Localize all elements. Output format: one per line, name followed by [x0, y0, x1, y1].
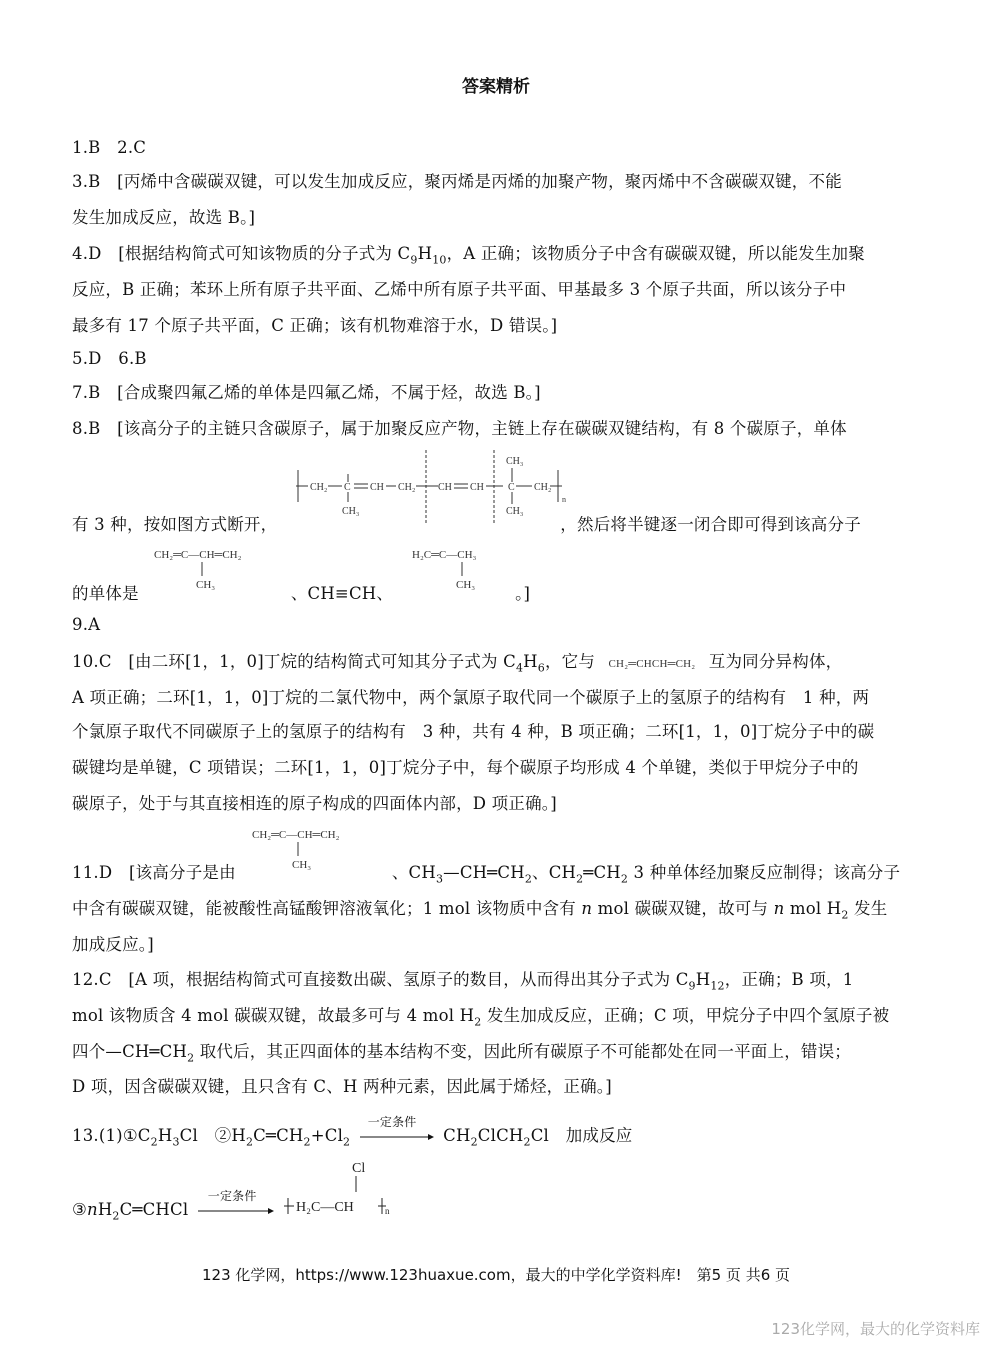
answer-line: mol 该物质含 4 mol 碳碳双键，故最多可与 4 mol $H_2$ 发生加成反应，正确；C 项，甲烷分子中四个氢原子被: [72, 1006, 890, 1029]
answer-line: 的单体是 、CH≡CH、 。]: [72, 584, 531, 603]
polymer-subscript: n: [562, 495, 566, 504]
answer-line: 8.B [该高分子的主链只含碳原子，属于加聚反应产物，主链上存在碳碳双键结构，有 8 个碳原子，单体: [72, 419, 847, 438]
answer-line: 11.D [该高分子是由 、$CH_3—CH═CH_2$、$CH_2═CH_2$ 3 种单体经加聚反应制得；该高分子: [72, 863, 901, 886]
monomer-formula: CH₂═C—CH═CH₂: [252, 829, 340, 841]
answer-line: 5.D 6.B: [72, 349, 147, 368]
watermark: 123化学网，最大的化学资料库: [771, 1320, 980, 1338]
answer-line: $③nH_2C═CHCl$ 一定条件: [72, 1200, 278, 1222]
polymer-atom: CH₃: [506, 456, 524, 467]
answer-line: 四个$—CH═CH_2$ 取代后，其正四面体的基本结构不变，因此所有碳原子不可能都处在同一平面上，错误；: [72, 1042, 852, 1065]
answer-line: D 项，因含碳碳双键，且只含有 C、H 两种元素，因此属于烯烃，正确。]: [72, 1077, 612, 1096]
pvc-subscript: n: [385, 1206, 390, 1216]
answer-line: 加成反应。]: [72, 935, 154, 954]
answer-line: 3.B [丙烯中含碳碳双键，可以发生加成反应，聚丙烯是丙烯的加聚产物，聚丙烯中不含碳碳双键，不能: [72, 172, 842, 191]
page-footer: 123 化学网，https://www.123huaxue.com，最大的中学化学资料库! 第5 页 共6 页: [201, 1266, 791, 1284]
polymer-atom: CH₃: [506, 506, 524, 517]
answer-line: 4.D [根据结构简式可知该物质的分子式为 $C_9H_{10}$，A 正确；该物质分子中含有碳碳双键，所以能发生加聚: [72, 244, 865, 267]
monomer-formula: H₂C═C—CH₃: [412, 549, 477, 561]
answer-line: 碳键均是单键，C 项错误；二环[1，1，0]丁烷分子中，每个碳原子均形成 4 个单键，类似于甲烷分子中的: [72, 758, 859, 777]
monomer-formula: CH₂═C—CH═CH₂: [154, 549, 242, 561]
polymer-atom: C: [344, 482, 351, 493]
answer-line: 1.B 2.C: [72, 138, 147, 157]
answer-line: 碳原子，处于与其直接相连的原子构成的四面体内部，D 项正确。]: [72, 794, 557, 813]
polymer-atom: C: [508, 482, 515, 493]
answer-line: 9.A: [72, 615, 101, 634]
answer-line: A 项正确；二环[1，1，0]丁烷的二氯代物中，两个氯原子取代同一个碳原子上的氢原子的结构有 1 种，两: [72, 688, 870, 707]
answer-line: 7.B [合成聚四氟乙烯的单体是四氟乙烯，不属于烃，故选 B。]: [72, 383, 541, 402]
polymer-atom: CH: [370, 482, 384, 493]
answer-line: 发生加成反应，故选 B。]: [72, 208, 256, 227]
monomer-substituent: CH₃: [456, 579, 476, 591]
pvc-atom: H₂C—CH: [296, 1200, 354, 1215]
polymer-atom: CH: [470, 482, 484, 493]
monomer-substituent: CH₃: [292, 859, 312, 871]
reaction-condition: 一定条件: [367, 1114, 417, 1129]
answer-line: 有 3 种，按如图方式断开， ，然后将半键逐一闭合即可得到该高分子: [72, 515, 861, 534]
polymer-atom: CH₂: [310, 482, 328, 493]
pvc-structure: [282, 1156, 402, 1220]
monomer-substituent: CH₃: [196, 579, 216, 591]
polymer-atom: CH₂: [534, 482, 552, 493]
answer-line: $13.(1)①C_2H_3Cl$ $②H_2C═CH_2+Cl_2$ 一定条件 $CH_2ClCH_2Cl$ 加成反应: [72, 1114, 633, 1149]
answer-line: 最多有 17 个原子共平面，C 正确；该有机物难溶于水，D 错误。]: [72, 316, 558, 335]
polymer-atom: CH₃: [342, 506, 360, 517]
reaction-condition: 一定条件: [207, 1188, 257, 1203]
answer-line: 个氯原子取代不同碳原子上的氢原子的结构有 3 种，共有 4 种，B 项正确；二环[1，1，0]丁烷分子中的碳: [72, 722, 875, 741]
polymer-atom: CH: [438, 482, 452, 493]
answer-line: 反应，B 正确；苯环上所有原子共平面、乙烯中所有原子共平面、甲基最多 3 个原子共面，所以该分子中: [72, 280, 847, 299]
answer-line: 10.C [由二环[1，1，0]丁烷的结构简式可知其分子式为 $C_4H_6$，它与 CH₂═CHCH═CH₂ 互为同分异构体，: [72, 652, 843, 675]
polymer-atom: CH₂: [398, 482, 416, 493]
answer-line: 中含有碳碳双键，能被酸性高锰酸钾溶液氧化；1 mol 该物质中含有 n mol 碳碳双键，故可与 n mol $H_2$ 发生: [72, 899, 888, 922]
reaction-arrow: [360, 1114, 434, 1147]
reaction-arrow: [198, 1188, 274, 1221]
pvc-atom: Cl: [352, 1161, 366, 1176]
answer-line: 12.C [A 项，根据结构简式可直接数出碳、氢原子的数目，从而得出其分子式为 $C_9H_{12}$，正确；B 项，1: [72, 970, 854, 993]
page-title: 答案精析: [462, 77, 530, 97]
